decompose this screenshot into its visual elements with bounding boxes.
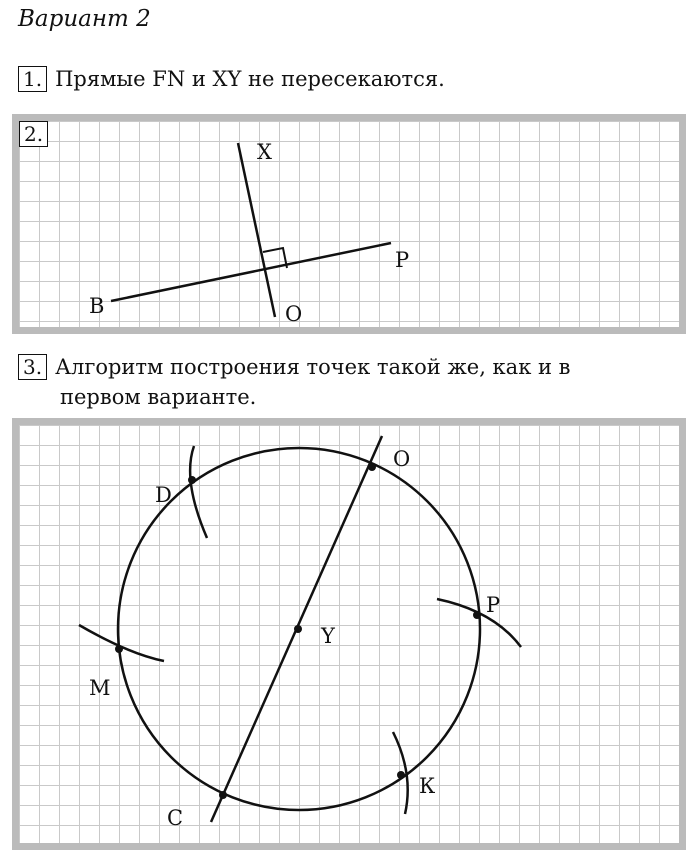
point-k	[397, 771, 405, 779]
label-d: D	[155, 483, 172, 507]
task-1-text: Прямые FN и XY не пересекаются.	[55, 67, 445, 91]
task-1-number: 1.	[18, 66, 47, 92]
task-3-grid	[12, 418, 686, 850]
point-d	[188, 476, 196, 484]
label-m: M	[89, 676, 111, 700]
label-y: Y	[321, 624, 335, 648]
task-3-figure	[19, 425, 679, 843]
point-m	[115, 645, 123, 653]
point-o	[368, 463, 376, 471]
line-bp	[111, 243, 391, 301]
point-c	[219, 791, 227, 799]
label-p: P	[395, 248, 410, 272]
task-3-text-line2: первом варианте.	[60, 385, 257, 409]
task-2-grid	[12, 114, 686, 334]
task-3-number: 3.	[18, 354, 47, 380]
label-p: P	[486, 593, 501, 617]
label-o: O	[393, 447, 411, 471]
line-xo	[238, 143, 275, 317]
point-y	[294, 625, 302, 633]
variant-heading: Вариант 2	[18, 6, 151, 32]
label-b: B	[89, 294, 105, 318]
arc-d	[190, 446, 207, 538]
task-3	[18, 352, 571, 412]
task-2-figure	[19, 121, 679, 327]
task-1	[18, 64, 445, 94]
label-c: C	[167, 806, 184, 830]
arc-m	[79, 625, 164, 661]
label-o: O	[285, 302, 303, 326]
label-k: К	[419, 774, 436, 798]
point-p	[473, 611, 481, 619]
task-2-number: 2.	[19, 121, 48, 147]
label-x: X	[257, 140, 272, 164]
task-3-text-line1: Алгоритм построения точек такой же, как и в	[55, 355, 571, 379]
